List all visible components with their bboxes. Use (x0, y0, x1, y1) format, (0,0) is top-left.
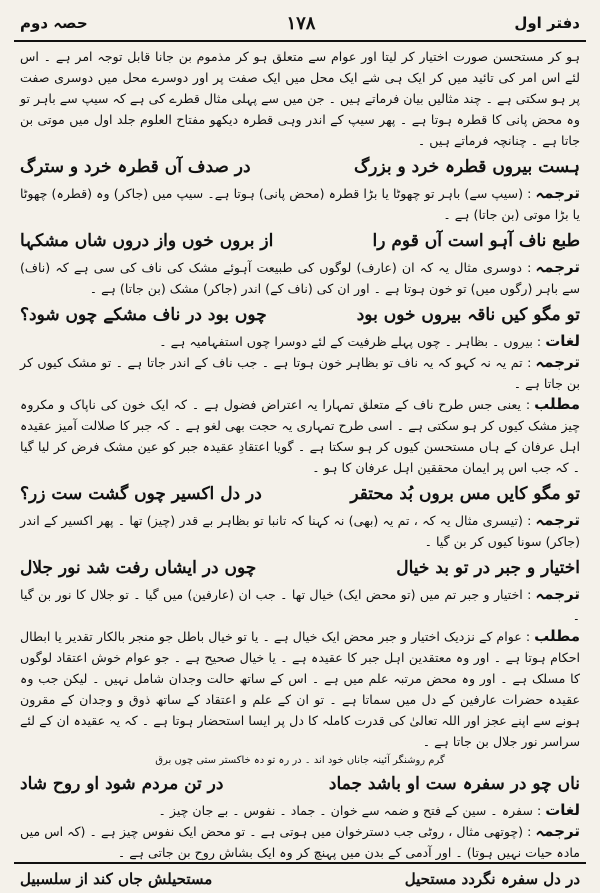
vocabulary (20, 331, 580, 352)
translation-label: ترجمہ (535, 585, 580, 603)
paragraph: ہو کر مستحسن صورت اختیار کر لیتا اور عوام سے متعلق ہو کر مذموم بن جانا قابل توجہ امر ہے ۔ اس لئے اس امر کی تائید میں کر ایک ہی شے ایک محل میں ایک صفت پر اور دوسرے محل میں دوسری صفت پر ہو سکتی ہے ۔ چند مثالیں بیان فرماتے ہیں ۔ جن میں سے پہلی مثال قطرے کی ہے کہ سیپ سے باہر تو وہ محض پانی کا قطرہ ہوتا ہے ۔ پھر سیپ کے اندر وہی قطرہ دیکھو مفتاح العلوم جلد اول میں موتی بن جاتا ہے ۔ چنانچہ فرماتے ہیں ۔ (20, 49, 580, 148)
verse-right-half: ہست بیروں قطرہ خرد و بزرگ (354, 157, 580, 177)
part-title: حصہ دوم (20, 14, 88, 32)
translation-text: : (سیپ سے) باہر تو چھوٹا یا بڑا قطرہ (محض پانی) ہوتا ہے۔ سیپ میں (جاکر) وہ (قطرہ) چھوٹا یا بڑا موتی (بن جاتا) ہے ۔ (20, 186, 580, 222)
verse-left-half: در دل اکسیر چوں گشت ست زر؟ (20, 484, 262, 504)
commentary-label: مطلب (534, 627, 580, 645)
section-title: دفتر اول (514, 14, 580, 32)
verse-right-half: تو مگو کایں مس بروں بُد محتقر (350, 484, 580, 504)
commentary-label: مطلب (534, 395, 580, 413)
verse-left-half: از بروں خوں واز دروں شاں مشکہا (20, 231, 274, 251)
translation-label: ترجمہ (535, 822, 580, 840)
translation (20, 584, 580, 626)
commentary-text: : یعنی جس طرح ناف کے متعلق تمہارا یہ اعتراض فضول ہے ۔ کہ ایک خون کی ناپاک و مکروہ چیز مشک کیوں کر ہو سکتی ہے ۔ اسی طرح تمہاری یہ حجت بھی لغو ہے ۔ کہ جبر کا صلالت آمیز عقیدہ اہل عرفان کے ہاں مستحسن کیوں کر ہو سکتا ہے ۔ گویا اعتقادِ عقیدہ جبر کو عین مشک فرض کر لیا گیا ۔ کہ جب اس پر ایمان محققین اہل عرفان کا ہو ۔ (20, 397, 580, 475)
translation-text: : تم یہ نہ کہو کہ یہ ناف تو بظاہر خون ہوتا ہے ۔ جب ناف کے اندر جاتا ہے ۔ تو مشک کیوں کر بن جاتا ہے ۔ (20, 355, 580, 391)
translation-text: : (تیسری مثال یہ کہ ، تم یہ (بھی) نہ کہنا کہ تانبا تو بظاہر بے قدر (چیز) تھا ۔ پھر اکسیر کے اندر (جاکر) سونا کیوں کر بن گیا ۔ (20, 513, 580, 549)
verse-line (20, 227, 580, 255)
translation-label: ترجمہ (535, 184, 580, 202)
translation (20, 183, 580, 225)
commentary (20, 626, 580, 752)
footer-rule (14, 862, 586, 864)
quoted-couplet: گرم روشنگر آئینہ جاناں خود اند ۔ در رہ تو دہ خاکستر ستی چوں برق (155, 755, 445, 766)
vocabulary-label: لغات (545, 332, 580, 350)
verse-line (20, 301, 580, 329)
page-number: ۱۷۸ (286, 12, 316, 34)
translation-label: ترجمہ (535, 511, 580, 529)
page-body (14, 42, 586, 893)
verse-line (20, 554, 580, 582)
verse-line (20, 480, 580, 508)
verse-right-half: ناں چو در سفرہ ست او باشد جماد (328, 774, 580, 794)
verse-right-half: اختیار و جبر در تو بد خیال (396, 558, 580, 578)
vocabulary-text: : سفرہ ۔ سین کے فتح و ضمہ سے خوان ۔ جماد ۔ نفوس ۔ بے جان چیز ۔ (158, 803, 542, 818)
verse-left-half: چوں در ایشاں رفت شد نور جلال (20, 558, 257, 578)
commentary-text: : عوام کے نزدیک اختیار و جبر محض ایک خیال ہے ۔ یا تو خیال باطل جو منجر بالکار تقدیر یا ابطال احکام ہوتا ہے ۔ اور وہ معتقدین اہل جبر کا عقیدہ ہے ۔ یا خیال صحیح ہے ۔ جو عوام خوش اعتقاد لوگوں کا مسلک ہے ۔ اور وہ محض مرتبہ علم میں ہے ۔ اس کے ساتھ حالت وجدان شامل نہیں ۔ لیکن جب وہ عقیدہ حضرات عارفین کے دل میں سماتا ہے ۔ تو ان کے علم و اعتقاد کے ساتھ ذوق و وجدان کے مقرون ہونے سے اپنے عجز اور اللہ تعالیٰ کی قدرت کاملہ کا دل پر ایسا استحضار ہوتا ہے ۔ کہ یہ عقیدہ ان کے لئے سراسر نور جلال بن جاتا ہے ۔ (20, 629, 580, 749)
verse-left-half: چوں بود در ناف مشکے چوں شود؟ (20, 305, 267, 325)
translation-text: : (چوتھی مثال ، روٹی جب دسترخوان میں ہوتی ہے ۔ تو محض ایک نفوس چیز ہے ۔ (کہ اس میں مادہ حیات نہیں ہوتا) ۔ اور آدمی کے بدن میں پہنچ کر وہ ایک بشاش روح بن جاتی ہے ۔ (20, 824, 580, 860)
vocabulary-text: : بیروں ۔ بظاہر ۔ چوں پہلے ظرفیت کے لئے دوسرا چوں استفہامیہ ہے ۔ (159, 334, 542, 349)
verse-right-half: تو مگو کیں ناقہ بیروں خوں بود (356, 305, 580, 325)
translation (20, 821, 580, 863)
translation (20, 352, 580, 394)
verse-line (20, 865, 580, 893)
verse-left-half: در تن مردم شود او روح شاد (20, 774, 224, 794)
translation-label: ترجمہ (535, 258, 580, 276)
verse-line (20, 153, 580, 181)
verse-right-half: طبع ناف آہو است آں قوم را (372, 231, 580, 251)
translation-text: : اختیار و جبر تم میں (تو محض ایک) خیال تھا ۔ جب ان (عارفین) میں گیا ۔ تو جلال کا نور بن گیا ۔ (20, 587, 580, 623)
verse-left-half: در صدف آں قطرہ خرد و سترگ (20, 157, 251, 177)
commentary (20, 394, 580, 478)
translation-text: : دوسری مثال یہ کہ ان (عارف) لوگوں کی طبیعت آہوئے مشک کی ناف کی سی ہے کہ (ناف) سے باہر (رگوں میں) تو خون ہوتا ہے ۔ اور ان کی (ناف کے) اندر (جاکر) مشک (بن جاتا) ہے ۔ (20, 260, 580, 296)
verse-line (20, 770, 580, 798)
verse-left-half: مستحیلش جاں کند از سلسبیل (20, 870, 213, 888)
vocabulary-label: لغات (545, 801, 580, 819)
book-page (14, 8, 586, 888)
vocabulary (20, 800, 580, 821)
verse-right-half: در دل سفرہ نگردد مستحیل (404, 870, 580, 888)
page-header (14, 8, 586, 38)
translation-label: ترجمہ (535, 353, 580, 371)
translation (20, 510, 580, 552)
translation (20, 257, 580, 299)
